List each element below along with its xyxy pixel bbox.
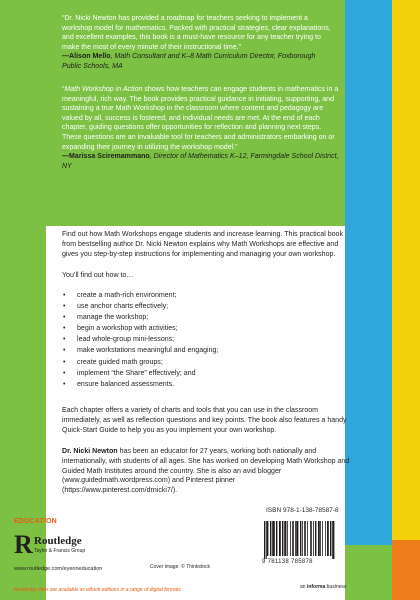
endorsement-attribution [62,153,339,170]
endorsement-attribution [62,53,315,70]
routledge-r-icon: R [14,530,33,559]
subject-category: EDUCATION [14,518,57,525]
barcode-bar [270,521,271,556]
barcode-bar [322,521,323,556]
barcode-bar [328,521,329,556]
barcode-bar [295,521,296,556]
blue-stripe [345,0,392,600]
informa-name: informa [306,584,326,590]
barcode-bar [272,521,273,556]
list-item: • create guided math groups; [62,357,322,368]
barcode-bar [297,521,298,556]
book-title: Math Workshop in Action [64,86,143,93]
endorsement-quote: “Dr. Nicki Newton has provided a roadmap for teachers seeking to implement a workshop model for mathematics. Packed with practical strategies, clear explanations, and excellent examples, this book is a must-have resource for any teacher trying to make the most of every minute of their instructional time.” [62,15,331,51]
chapter-paragraph: Each chapter offers a variety of charts and tools that you can use in the classroom immediately, as well as reflection questions and key points. The book also features a handy Quick-Start Guide to help you as you implement your own workshop. [62,407,347,434]
endorser-role: , Director of Mathematics K–12, Farmingdale School District, NY [62,153,339,170]
findout-heading: You’ll find out how to… [62,272,134,279]
endorsement-open-quote: “ [62,86,65,93]
barcode-bar [307,521,308,556]
publisher-logo [14,530,114,566]
barcode-digits: 9 781138 785878 [262,559,313,565]
orange-stripe [392,540,420,600]
barcode-bar [320,521,321,556]
author-name: Dr. Nicki Newton [62,448,118,455]
barcode-bar [302,521,303,556]
list-item: • manage the workshop; [62,312,322,323]
barcode-bar [264,521,265,559]
endorser-role: , Math Consultant and K–8 Math Curriculum Director, Foxborough Public Schools, MA [62,53,316,70]
cover-credit: Cover image: © Thinkstock [150,564,211,570]
barcode-bar [287,521,288,556]
endorsement-quote: shows how teachers can engage students in mathematics in a meaningful, rich way. The book provides practical guidance in initiating, supporting, and sustaining a true Math Workshop in the classroom where content and pedagogy are valued by all, success is fostered, and individual needs are met. At the end of each chapter, guiding questions offer opportunities for reflection and planning next steps. These questions are an invaluable tool for teachers and administrators embarking on or expanding their journey in utilizing the workshop model.” [62,86,339,151]
barcode-bar [292,521,293,556]
barcode-bar [313,521,314,556]
list-item: • ensure balanced assessments. [62,379,322,390]
barcode-bar [315,521,316,556]
list-item: • make workstations meaningful and engaging; [62,345,322,356]
barcode-bar [274,521,275,556]
barcode-bar [284,521,285,556]
barcode-bar [305,521,306,556]
barcode-icon [264,521,336,559]
barcode-bar [311,521,312,556]
endorser-name: —Alison Mello [62,53,111,61]
barcode-bar [280,521,281,556]
list-item: • lead whole-group mini-lessons; [62,334,322,345]
endorser-name: —Marissa Sciremammano [62,153,150,161]
barcode-bar [333,521,334,559]
informa-business [300,584,346,590]
green-stripe-left [0,0,46,600]
author-bio-text: has been an educator for 27 years, working both nationally and internationally, with students of all ages. She has worked on developing Math Workshop and Guided Math Institutes around the country. She is also an avid blogger (www.guidedmath.wordpress.com) and Pinterest pinner (https://www.pinterest.com/drnicki7/). [62,448,350,495]
endorsement-2 [62,85,340,171]
barcode-bar [290,521,291,556]
publisher-name: Routledge [34,535,82,547]
list-item: • implement “the Share” effectively; and [62,368,322,379]
isbn-label: ISBN 978-1-138-78587-8 [266,507,339,514]
informa-prefix: an [300,584,307,590]
list-item: • create a math-rich environment; [62,290,322,301]
barcode-bar [266,521,267,559]
author-bio [62,447,352,496]
intro-paragraph: Find out how Math Workshops engage students and increase learning. This practical book from bestselling author Dr. Nicki Newton explains why Math Workshops are effective and gives you step-by-step instructions for implementing and managing your own workshop. [62,231,343,258]
barcode-bar [300,521,301,556]
barcode-bar [267,521,268,556]
digital-formats-note: Routledge titles are available as eBook editions in a range of digital formats [14,587,181,593]
publisher-url[interactable]: www.routledge.com/eyeoneducation [14,566,103,572]
barcode-bar [282,521,283,556]
endorsement-1 [62,14,334,72]
publisher-group: Taylor & Francis Group [34,548,86,554]
yellow-stripe [392,0,420,600]
barcode-bar [330,521,331,556]
bullet-list [62,290,322,390]
green-stripe-bottom [345,545,392,600]
barcode-bar [319,521,320,556]
barcode-bar [296,521,297,556]
barcode-bar [310,521,311,556]
list-item: • use anchor charts effectively; [62,301,322,312]
barcode [262,519,338,569]
list-item: • begin a workshop with activities; [62,323,322,334]
barcode-bar [304,521,305,556]
barcode-bar [325,521,326,556]
barcode-bar [276,521,277,556]
barcode-bar [293,521,294,556]
informa-suffix: business [325,584,347,590]
barcode-bar [332,521,333,559]
barcode-bar [285,521,286,556]
